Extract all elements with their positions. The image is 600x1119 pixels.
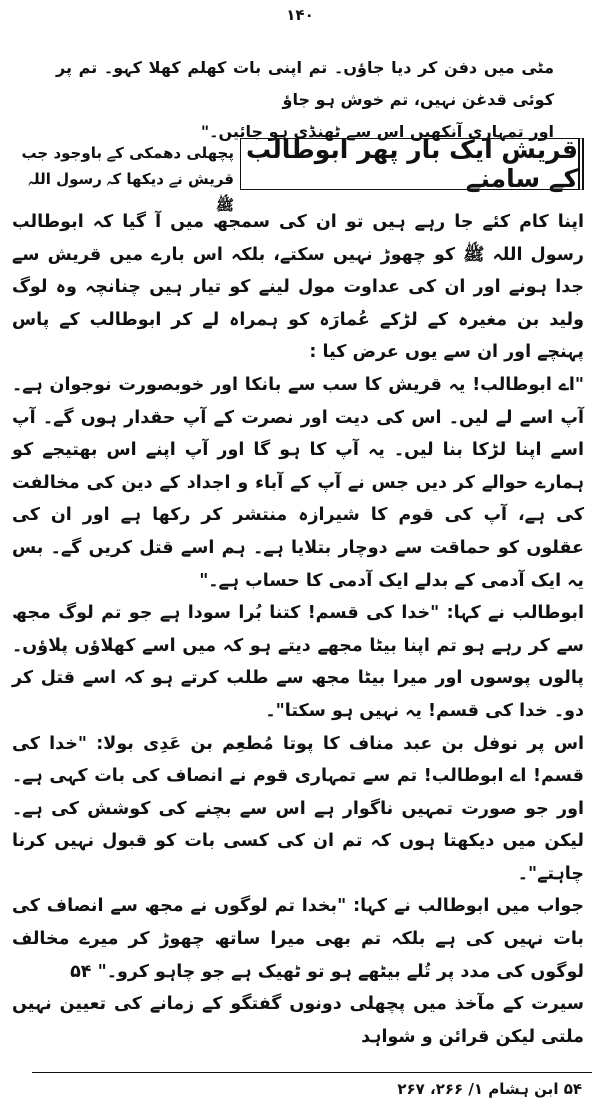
paragraph: ابوطالب نے کہا: "خدا کی قسم! کتنا بُرا سودا ہے جو تم لوگ مجھ سے کر رہے ہو تم اپنا بیٹا مجھے دیتے ہو کہ میں اسے کھلاؤں پلاؤں۔ پالوں پوسوں اور میرا بیٹا مجھ سے طلب کرتے ہو کہ اسے قتل کر دو۔ خدا کی قسم! یہ نہیں ہو سکتا"۔: [12, 603, 584, 721]
paragraph: جواب میں ابوطالب نے کہا: "بخدا تم لوگوں نے مجھ سے انصاف کی بات نہیں کی ہے بلکہ تم بھی میرا ساتھ چھوڑ کر میرے مخالف لوگوں کی مدد پر تُلے بیٹھے ہو تو ٹھیک ہے جو چاہو کرو۔" ۵۴: [12, 896, 584, 982]
paragraph: "اے ابوطالب! یہ قریش کا سب سے بانکا اور خوبصورت نوجوان ہے۔ آپ اسے لے لیں۔ اس کی دیت اور نصرت کے آپ حقدار ہوں گے۔ آپ اسے اپنا لڑکا بنا لیں۔ یہ آپ کا ہو گا اور آپ اپنے اس بھتیجے کو ہمارے حوالے کر دیں جس نے آپ کے آباء و اجداد کے دین کی مخالفت کی ہے، آپ کی قوم کا شیرازہ منتشر کر رکھا ہے اور ان کی عقلوں کو حماقت سے دوچار بتلایا ہے۔ ہم اسے قتل کریں گے۔ بس یہ ایک آدمی کے بدلے ایک آدمی کا حساب ہے۔": [12, 374, 584, 591]
footnote-divider: [32, 1072, 592, 1073]
intro-passage: [56, 52, 554, 148]
paragraph: اپنا کام کئے جا رہے ہیں تو ان کی سمجھ میں آ گیا کہ ابوطالب رسول اللہ ﷺ کو چھوڑ نہیں سکتے، بلکہ اس بارے میں قریش سے جدا ہونے اور ان کی عداوت مول لینے کو تیار ہیں چنانچہ وہ لوگ ولید بن مغیرہ کے لڑکے عُمارَہ کو ہمراہ لے کر ابوطالب کے پاس پہنچے اور ان سے یوں عرض کیا :: [12, 212, 584, 363]
main-text: [12, 206, 584, 1053]
intro-line: مٹی میں دفن کر دیا جاؤں۔ تم اپنی بات کھلم کھلا کہو۔ تم پر کوئی قدغن نہیں، تم خوش ہو جاؤ: [56, 58, 554, 109]
heading-side-text: پچھلی دھمکی کے باوجود جب قریش نے دیکھا کہ رسول اللہ ﷺ: [21, 144, 234, 214]
section-heading: قریش ایک بار پھر ابوطالب کے سامنے: [240, 138, 584, 190]
intro-line: اور تمہاری آنکھیں اس سے ٹھنڈی ہو جائیں۔": [200, 122, 554, 141]
paragraph: سیرت کے مآخذ میں پچھلی دونوں گفتگو کے زمانے کی تعیین نہیں ملتی لیکن قرائن و شواہد: [12, 994, 584, 1047]
paragraph: اس پر نوفل بن عبد مناف کا پوتا مُطعِم بن عَدِی بولا: "خدا کی قسم! اے ابوطالب! تم سے تمہاری قوم نے انصاف کی بات کہی ہے۔ اور جو صورت تمہیں ناگوار ہے اس سے بچنے کی کوشش کی ہے۔ لیکن میں دیکھتا ہوں کہ تم ان کی کسی بات کو قبول نہیں کرنا چاہتے"۔: [12, 733, 584, 884]
page-number: ۱۴۰: [286, 6, 314, 24]
footnote: ۵۴ ابن ہشام ۱/ ۲۶۶، ۲۶۷: [397, 1080, 582, 1098]
section-heading-row: [12, 135, 584, 214]
